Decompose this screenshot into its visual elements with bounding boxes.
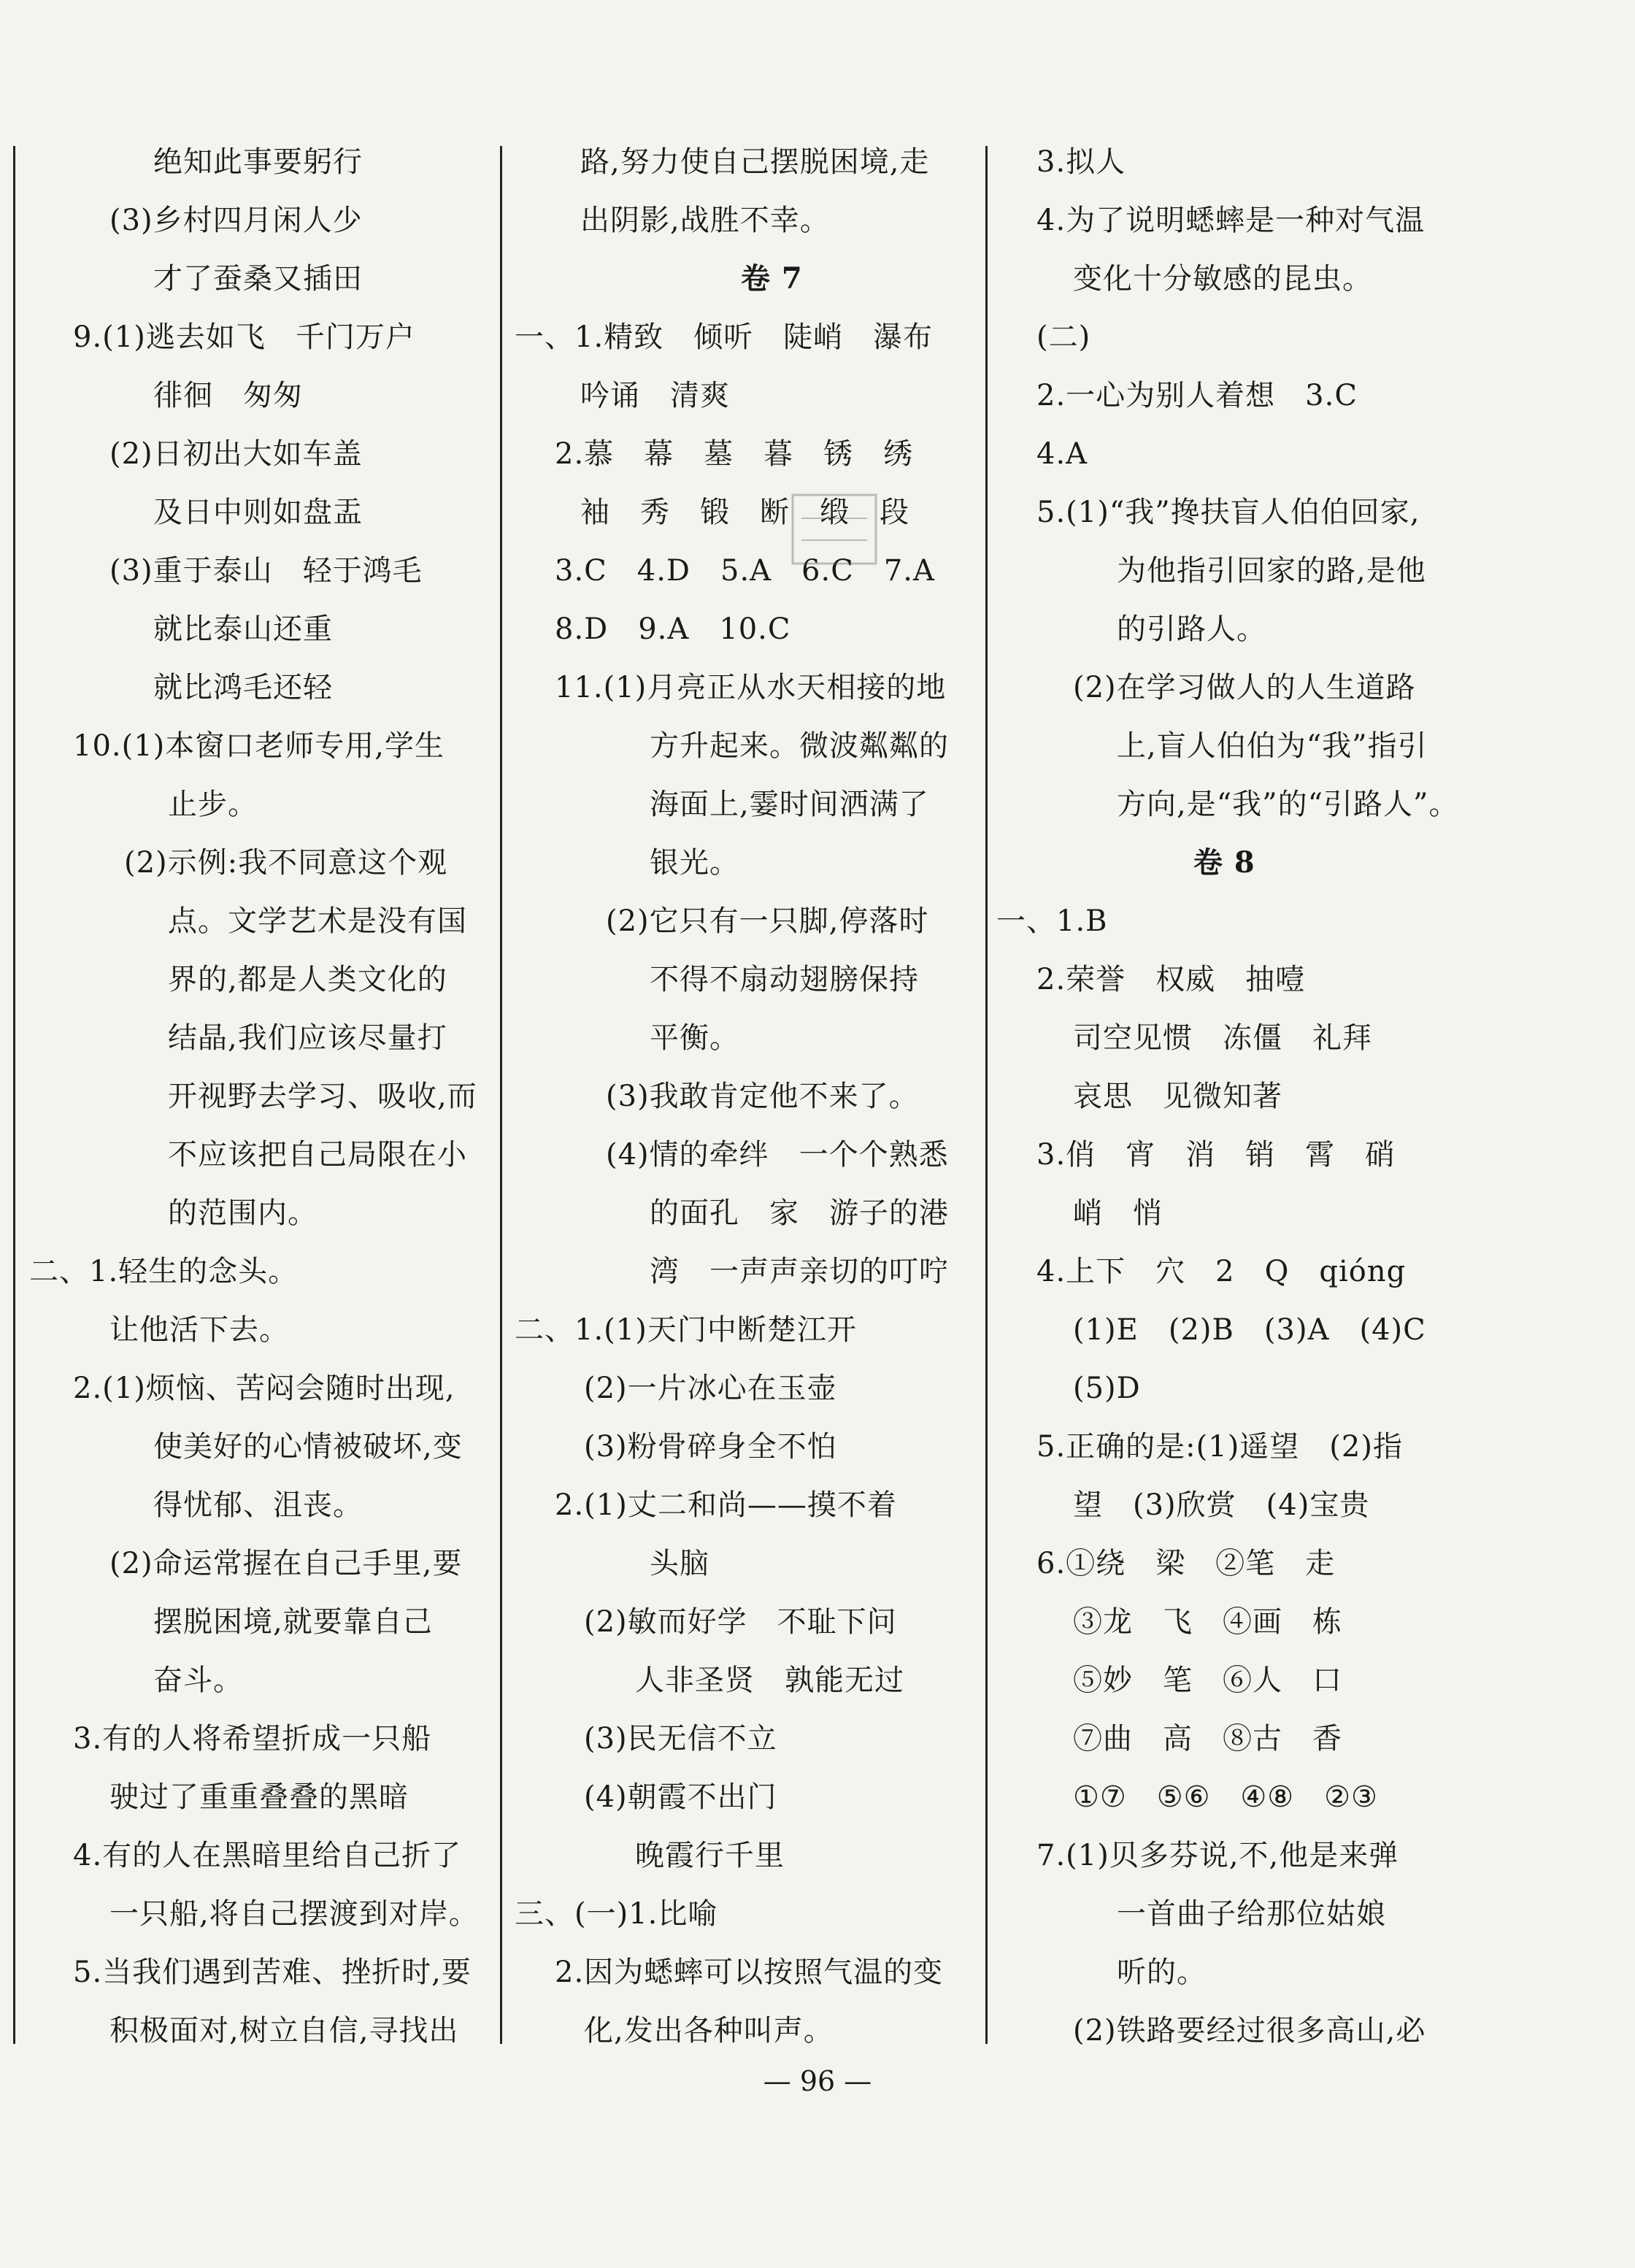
answer-line: 海面上,霎时间洒满了 [650, 788, 929, 821]
answer-line: (2)铁路要经过很多高山,必 [1073, 2014, 1426, 2048]
answer-line: 人非圣贤 孰能无过 [635, 1664, 904, 1697]
answer-line: (2)在学习做人的人生道路 [1073, 671, 1416, 704]
answer-line: 绝知此事要躬行 [153, 145, 363, 179]
answer-line: 2.(1)烦恼、苦闷会随时出现, [73, 1372, 455, 1405]
answer-line: 8.D 9.A 10.C [555, 612, 791, 646]
answer-line: 5.(1)“我”搀扶盲人伯伯回家, [1036, 496, 1420, 529]
answer-line: 开视野去学习、吸收,而 [168, 1080, 477, 1113]
answer-line: 一首曲子给那位姑娘 [1117, 1897, 1386, 1931]
left-margin-rule [13, 146, 15, 2044]
answer-line: 一只船,将自己摆渡到对岸。 [109, 1897, 479, 1931]
answer-line: 点。文学艺术是没有国 [168, 904, 467, 938]
answer-line: 一、1.B [996, 904, 1108, 938]
answer-line: (3)粉骨碎身全不怕 [584, 1430, 837, 1464]
answer-line: 2.一心为别人着想 3.C [1036, 379, 1358, 412]
answer-line: 使美好的心情被破坏,变 [153, 1430, 463, 1464]
answer-line: ①⑦ ⑤⑥ ④⑧ ②③ [1073, 1780, 1378, 1814]
answer-line: 路,努力使自己摆脱困境,走 [580, 145, 930, 179]
answer-line: 就比鸿毛还轻 [153, 671, 333, 704]
answer-line: 才了蚕桑又插田 [153, 262, 363, 296]
answer-line: 二、1.(1)天门中断楚江开 [515, 1313, 857, 1347]
answer-line: 银光。 [650, 846, 739, 880]
answer-line: 方升起来。微波粼粼的 [650, 729, 949, 763]
column-divider-2 [985, 146, 988, 2044]
answer-line: 驶过了重重叠叠的黑暗 [109, 1780, 409, 1814]
answer-line: 2.因为蟋蟀可以按照气温的变 [555, 1956, 944, 1989]
answer-line: 2.慕 幕 墓 暮 锈 绣 [555, 437, 914, 471]
answer-line: 为他指引回家的路,是他 [1117, 554, 1426, 588]
answer-line: (3)民无信不立 [584, 1722, 777, 1756]
answer-line: (2)示例:我不同意这个观 [124, 846, 448, 880]
answer-line: 哀思 见微知著 [1073, 1080, 1282, 1113]
answer-line: 头脑 [650, 1547, 709, 1580]
section-heading: 卷 7 [741, 261, 803, 296]
answer-line: 变化十分敏感的昆虫。 [1073, 262, 1372, 296]
answer-line: 3.拟人 [1036, 145, 1126, 179]
answer-line: 得忧郁、沮丧。 [153, 1488, 363, 1522]
answer-line: 出阴影,战胜不幸。 [580, 204, 830, 237]
answer-line: 平衡。 [650, 1021, 739, 1055]
answer-line: 让他活下去。 [109, 1313, 289, 1347]
answer-line: 2.荣誉 权威 抽噎 [1036, 963, 1306, 996]
answer-line: 不得不扇动翅膀保持 [650, 963, 919, 996]
answer-line: 3.有的人将希望折成一只船 [73, 1722, 432, 1756]
answer-line: (4)情的牵绊 一个个熟悉 [606, 1138, 949, 1172]
answer-line: (2)一片冰心在玉壶 [584, 1372, 837, 1405]
answer-line: 11.(1)月亮正从水天相接的地 [555, 671, 947, 704]
answer-line: 一、1.精致 倾听 陡峭 瀑布 [515, 320, 934, 354]
answer-line: (5)D [1073, 1372, 1141, 1405]
answer-line: 4.有的人在黑暗里给自己折了 [73, 1839, 462, 1872]
answer-line: ⑦曲 高 ⑧古 香 [1073, 1722, 1342, 1756]
answer-line: 6.①绕 梁 ②笔 走 [1036, 1547, 1336, 1580]
answer-line: (2)敏而好学 不耻下问 [584, 1605, 897, 1639]
answer-line: 听的。 [1117, 1956, 1207, 1989]
answer-line: 二、1.轻生的念头。 [29, 1255, 299, 1288]
answer-line: 10.(1)本窗口老师专用,学生 [73, 729, 445, 763]
answer-line: 4.A [1036, 437, 1088, 471]
answer-line: (3)我敢肯定他不来了。 [606, 1080, 919, 1113]
answer-line: 及日中则如盘盂 [153, 496, 363, 529]
answer-line: 界的,都是人类文化的 [168, 963, 447, 996]
answer-line: 5.当我们遇到苦难、挫折时,要 [73, 1956, 472, 1989]
answer-line: 就比泰山还重 [153, 612, 333, 646]
answer-line: 4.上下 穴 2 Q qióng [1036, 1255, 1407, 1288]
answer-line: 积极面对,树立自信,寻找出 [109, 2014, 459, 2048]
section-heading: 卷 8 [1193, 845, 1255, 880]
answer-line: (二) [1036, 320, 1091, 354]
answer-line: 2.(1)丈二和尚——摸不着 [555, 1488, 897, 1522]
answer-line: 湾 一声声亲切的叮咛 [650, 1255, 949, 1288]
answer-line: 吟诵 清爽 [580, 379, 730, 412]
answer-line: 方向,是“我”的“引路人”。 [1117, 788, 1459, 821]
answer-line: 9.(1)逃去如飞 千门万户 [73, 320, 415, 354]
answer-line: 4.为了说明蟋蟀是一种对气温 [1036, 204, 1426, 237]
answer-line: 3.C 4.D 5.A 6.C 7.A [555, 554, 935, 588]
answer-line: 结晶,我们应该尽量打 [168, 1021, 447, 1055]
column-divider-1 [500, 146, 502, 2044]
answer-line: 望 (3)欣赏 (4)宝贵 [1073, 1488, 1370, 1522]
answer-line: 不应该把自己局限在小 [168, 1138, 467, 1172]
page-number: — 96 — [763, 2065, 872, 2097]
answer-line: 3.俏 宵 消 销 霄 硝 [1036, 1138, 1396, 1172]
answer-line: 峭 悄 [1073, 1196, 1163, 1230]
answer-line: 摆脱困境,就要靠自己 [153, 1605, 433, 1639]
answer-line: 的引路人。 [1117, 612, 1266, 646]
stamp-mark [787, 489, 882, 569]
answer-line: 的面孔 家 游子的港 [650, 1196, 949, 1230]
answer-line: (2)日初出大如车盖 [109, 437, 363, 471]
answer-line: 的范围内。 [168, 1196, 318, 1230]
answer-line: 5.正确的是:(1)遥望 (2)指 [1036, 1430, 1403, 1464]
answer-line: (3)乡村四月闲人少 [109, 204, 363, 237]
answer-line: ③龙 飞 ④画 栋 [1073, 1605, 1342, 1639]
answer-line: (4)朝霞不出门 [584, 1780, 777, 1814]
answer-line: (2)它只有一只脚,停落时 [606, 904, 929, 938]
answer-line: 徘徊 匆匆 [153, 379, 303, 412]
answer-line: 7.(1)贝多芬说,不,他是来弹 [1036, 1839, 1399, 1872]
answer-line: (2)命运常握在自己手里,要 [109, 1547, 463, 1580]
answer-line: 司空见惯 冻僵 礼拜 [1073, 1021, 1372, 1055]
answer-line: 上,盲人伯伯为“我”指引 [1117, 729, 1428, 763]
answer-line: 袖 秀 锻 断 缎 段 [580, 496, 909, 529]
answer-line: 奋斗。 [153, 1664, 243, 1697]
answer-line: ⑤妙 笔 ⑥人 口 [1073, 1664, 1342, 1697]
answer-line: 止步。 [168, 788, 258, 821]
answer-line: (1)E (2)B (3)A (4)C [1073, 1313, 1426, 1347]
answer-line: 三、(一)1.比喻 [515, 1897, 718, 1931]
answer-line: (3)重于泰山 轻于鸿毛 [109, 554, 423, 588]
answer-line: 化,发出各种叫声。 [584, 2014, 834, 2048]
answer-line: 晚霞行千里 [635, 1839, 785, 1872]
